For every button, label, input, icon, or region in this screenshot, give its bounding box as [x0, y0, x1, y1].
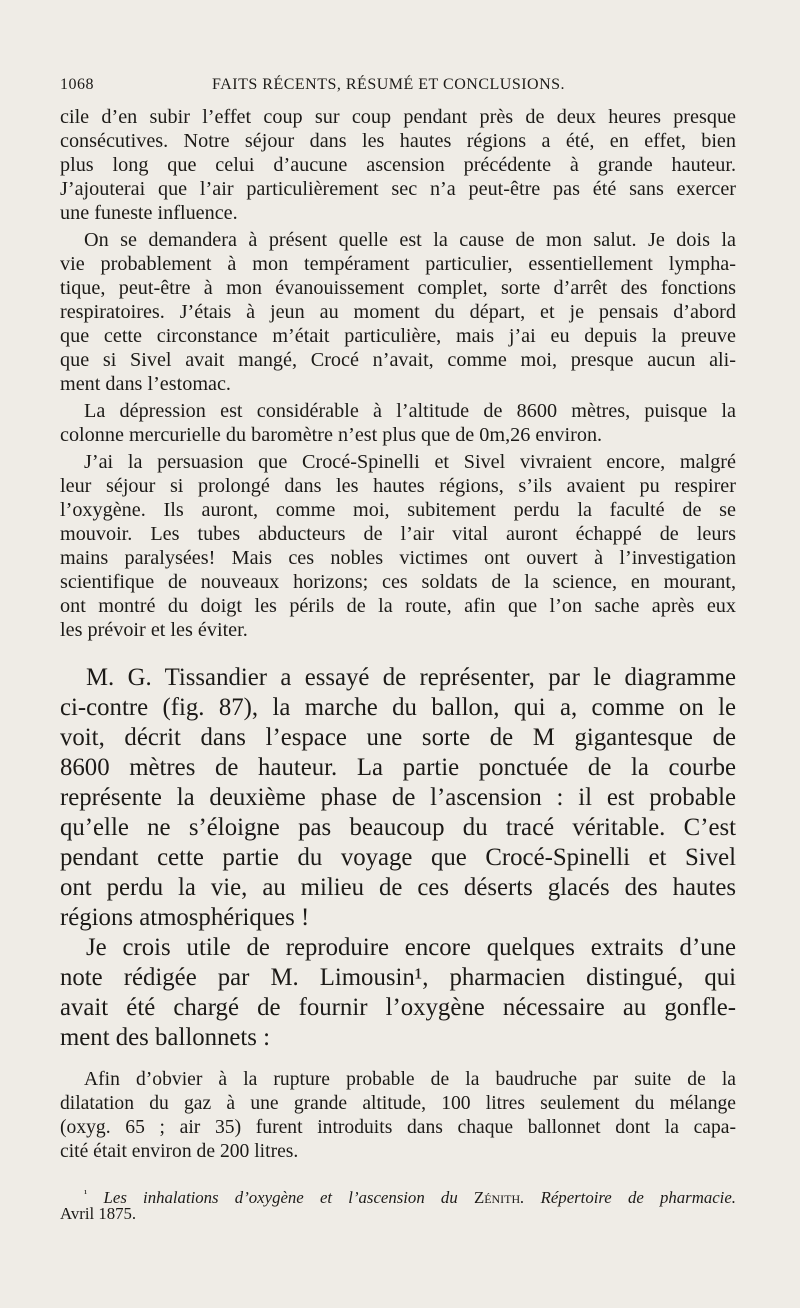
text-line: cité était environ de 200 litres.	[60, 1141, 299, 1162]
text-line: ment des ballonnets :	[60, 1024, 271, 1051]
footnote-marker: ¹	[84, 1188, 88, 1200]
text-line: consécutives. Notre séjour dans les hautes régions a été, en effet, bien	[60, 130, 736, 152]
footnote-date: Avril 1875.	[60, 1204, 137, 1223]
text-line: l’oxygène. Ils auront, comme moi, subitement perdu la faculté de se	[60, 499, 736, 521]
text-line: ont montré du doigt les périls de la route, afin que l’on sache après eux	[60, 595, 736, 617]
text-line: M. G. Tissandier a essayé de représenter, par le diagramme	[86, 664, 736, 691]
text-line: cile d’en subir l’effet coup sur coup pendant près de deux heures presque	[60, 106, 736, 128]
page-header	[60, 76, 740, 100]
footnote-source: . Répertoire de pharmacie.	[520, 1188, 736, 1207]
text-line: ment dans l’estomac.	[60, 373, 231, 395]
text-line: 8600 mètres de hauteur. La partie ponctuée de la courbe	[60, 754, 736, 781]
text-line: respiratoires. J’étais à jeun au moment du départ, et je pensais d’abord	[60, 301, 736, 323]
text-line: régions atmosphériques !	[60, 904, 310, 931]
footnote-zenith: Zénith	[473, 1188, 521, 1207]
text-line: La dépression est considérable à l’altitude de 8600 mètres, puisque la	[84, 400, 736, 422]
text-line: colonne mercurielle du baromètre n’est plus que de 0m,26 environ.	[60, 424, 603, 446]
text-line: ont perdu la vie, au milieu de ces déserts glacés des hautes	[60, 874, 736, 901]
text-line: que cette circonstance m’était particulière, mais j’ai eu depuis la preuve	[60, 325, 736, 347]
text-line: avait été chargé de fournir l’oxygène nécessaire au gonfle-	[60, 994, 736, 1021]
text-line: une funeste influence.	[60, 202, 238, 224]
text-line: voit, décrit dans l’espace une sorte de M gigantesque de	[60, 724, 736, 751]
text-line: Je crois utile de reproduire encore quelques extraits d’une	[86, 934, 736, 961]
page-number: 1068	[60, 76, 94, 93]
text-line: les prévoir et les éviter.	[60, 619, 248, 641]
text-line: Afin d’obvier à la rupture probable de la baudruche par suite de la	[84, 1069, 736, 1090]
text-line: leur séjour si prolongé dans les hautes régions, s’ils avaient pu respirer	[60, 475, 736, 497]
running-head: FAITS RÉCENTS, RÉSUMÉ ET CONCLUSIONS.	[212, 76, 566, 93]
text-line: que si Sivel avait mangé, Crocé n’avait, comme moi, presque aucun ali-	[60, 349, 736, 371]
text-line: note rédigée par M. Limousin¹, pharmacien distingué, qui	[60, 964, 736, 991]
text-line: pendant cette partie du voyage que Crocé-Spinelli et Sivel	[60, 844, 736, 871]
text-line: représente la deuxième phase de l’ascension : il est probable	[60, 784, 736, 811]
text-line: plus long que celui d’aucune ascension précédente à grande hauteur.	[60, 154, 736, 176]
text-line: vie probablement à mon tempérament particulier, essentiellement lympha-	[60, 253, 736, 275]
text-line: J’ai la persuasion que Crocé-Spinelli et Sivel vivraient encore, malgré	[84, 451, 736, 473]
text-line: mains paralysées! Mais ces nobles victimes ont ouvert à l’investigation	[60, 547, 736, 569]
text-line: scientifique de nouveaux horizons; ces soldats de la science, en mourant,	[60, 571, 736, 593]
text-line: tique, peut-être à mon évanouissement complet, sorte d’arrêt des fonctions	[60, 277, 736, 299]
text-line: J’ajouterai que l’air particulièrement sec n’a peut-être pas été sans exercer	[60, 178, 736, 200]
text-line: (oxyg. 65 ; air 35) furent introduits dans chaque ballonnet dont la capa-	[60, 1117, 736, 1138]
footnote-text: Les inhalations d’oxygène et l’ascension du	[103, 1188, 458, 1207]
text-line: ci-contre (fig. 87), la marche du ballon, qui a, comme on le	[60, 694, 736, 721]
text-line: dilatation du gaz à une grande altitude, 100 litres seulement du mélange	[60, 1093, 736, 1114]
text-line: qu’elle ne s’éloigne pas beaucoup du tracé véritable. C’est	[60, 814, 736, 841]
text-line: On se demandera à présent quelle est la cause de mon salut. Je dois la	[84, 229, 736, 251]
text-line: mouvoir. Les tubes abducteurs de l’air vital auront échappé de leurs	[60, 523, 736, 545]
